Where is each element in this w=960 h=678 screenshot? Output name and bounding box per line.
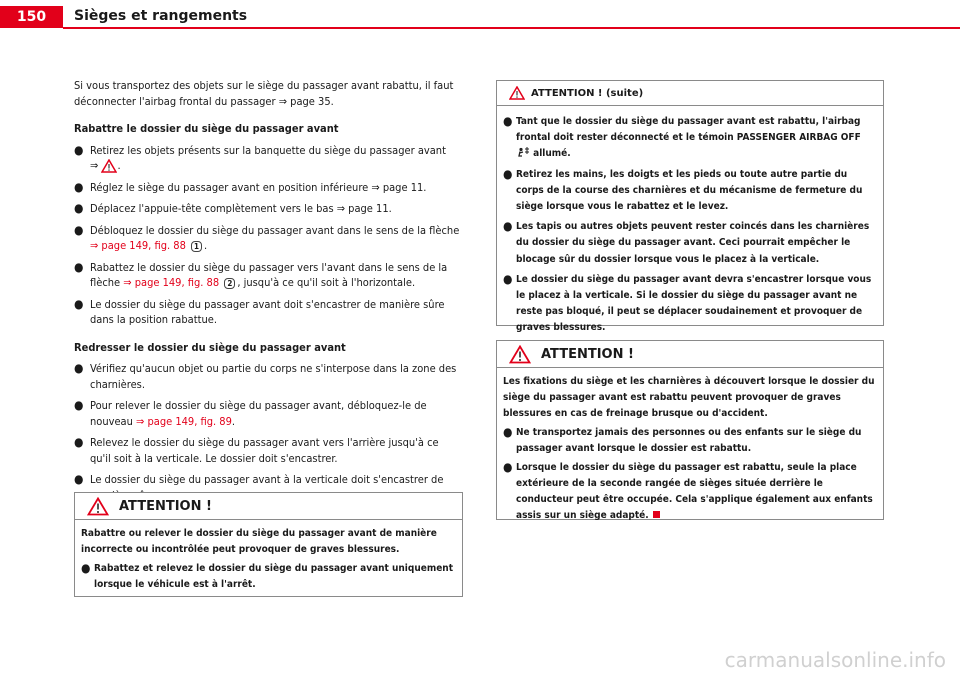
- list-item: ● Pour relever le dossier du siège du passager avant, débloquez-le de nouveau ⇒ page 149, fig. 89.: [74, 398, 427, 428]
- list-item: ● Le dossier du siège du passager avant doit s'encastrer de manière sûre dans la position rabattue.: [74, 296, 445, 326]
- warning-triangle-icon: [509, 86, 525, 100]
- list-item: ● Réglez le siège du passager avant en position inférieure ⇒ page 11.: [74, 179, 427, 194]
- warning-list-item: ● Rabattez et relevez le dossier du siège du passager avant uniquement lorsque le véhicule est à l'arrêt.: [81, 561, 456, 593]
- list-item: ● Débloquez le dossier du siège du passager avant dans le sens de la flèche ⇒ page 149, fig. 88 1 .: [74, 222, 460, 252]
- bullet-icon: ●: [74, 398, 84, 412]
- intro-paragraph: Si vous transportez des objets sur le siège du passager avant rabattu, il faut déconnecter l'airbag frontal du passager ⇒ page 35.: [74, 79, 454, 108]
- warning-triangle-icon: [509, 345, 531, 364]
- bullet-icon: ●: [503, 166, 513, 181]
- bullet-icon: ●: [503, 219, 513, 234]
- warning-title: ATTENTION !: [541, 346, 634, 362]
- warning-triangle-icon[interactable]: [101, 159, 117, 173]
- bullet-icon: ●: [503, 425, 513, 439]
- warning-list-item: ● Lorsque le dossier du siège du passager est rabattu, seule la place extérieure de la seconde rangée de sièges située derrière le conducteur peut être occupée. Cela s'applique également aux enfants assis sur un siège adapté.: [503, 460, 877, 524]
- bullet-icon: ●: [81, 561, 91, 575]
- figure-ref-link[interactable]: ⇒ page 149, fig. 88: [90, 239, 186, 252]
- figure-ref-link[interactable]: ⇒ page 149, fig. 88: [123, 276, 220, 289]
- warning-list-item: ● Retirez les mains, les doigts et les pieds ou toute autre partie du corps de la course des charnières et du mécanisme de fermeture du siège lorsque vous le rabattez et le levez.: [503, 167, 877, 216]
- list-item: ● Le dossier du siège du passager avant à la verticale doit s'encastrer de: [74, 472, 462, 503]
- section-heading-fold: Rabattre le dossier du siège du passager avant: [74, 122, 339, 135]
- list-item: ● Rabattez le dossier du siège du passager vers l'avant dans le sens de la flèche ⇒ page 149, fig. 88 2 , jusqu'à ce qu'il soit à l'horizontale.: [74, 259, 448, 289]
- warning-box-continued: [496, 80, 884, 334]
- bullet-icon: ●: [503, 271, 513, 286]
- warning-list-item: ● Tant que le dossier du siège du passager avant est rabattu, l'airbag frontal doit rester déconnecté et le témoin PASSENGER AIRBAG OFF allumé.: [503, 114, 877, 163]
- callout-badge: 2: [224, 278, 235, 289]
- bullet-icon: ●: [74, 142, 84, 157]
- warning-header: [497, 341, 883, 368]
- bullet-icon: ●: [74, 472, 84, 486]
- warning-header: [75, 493, 462, 520]
- end-of-section-marker: [653, 511, 660, 518]
- list-item: ● Retirez les objets présents sur la banquette du siège du passager avant ⇒ .: [74, 142, 446, 172]
- bullet-icon: ●: [503, 460, 513, 474]
- warning-triangle-icon: [87, 497, 109, 516]
- watermark: carmanualsonline.info: [724, 648, 946, 672]
- warning-box: [74, 492, 463, 597]
- warning-title: ATTENTION ! (suite): [531, 87, 644, 99]
- bullet-icon: ●: [74, 259, 84, 274]
- bullet-icon: ●: [74, 296, 84, 311]
- bullet-icon: ●: [74, 179, 84, 194]
- page-ref-link[interactable]: ⇒ page 35.: [278, 94, 334, 108]
- warning-title: ATTENTION !: [119, 498, 212, 514]
- list-item: ● Déplacez l'appuie-tête complètement vers le bas ⇒ page 11.: [74, 201, 392, 215]
- page-title: Sièges et rangements: [74, 8, 248, 24]
- warning-header: [497, 81, 883, 106]
- passenger-airbag-off-icon: [516, 147, 530, 159]
- warning-text: Les fixations du siège et les charnières à découvert lorsque le dossier du siège du passager avant est rabattu peuvent provoquer de graves blessures en cas de freinage brusque ou d'accident.: [503, 376, 875, 419]
- bullet-icon: ●: [74, 435, 84, 449]
- list-item: ● Relevez le dossier du siège du passager avant vers l'arrière jusqu'à ce qu'il soit à la verticale. Le dossier doit s'encastrer.: [74, 435, 439, 465]
- page-number: 150: [0, 6, 63, 28]
- figure-ref-link[interactable]: ⇒ page 149, fig. 89: [136, 414, 232, 428]
- left-column: [74, 78, 462, 503]
- list-item: ● Vérifiez qu'aucun objet ou partie du corps ne s'interpose dans la zone des charnières.: [74, 361, 457, 391]
- warning-list-item: ● Ne transportez jamais des personnes ou des enfants sur le siège du passager avant lorsque le dossier est rabattu.: [503, 425, 877, 457]
- section-heading-raise: Redresser le dossier du siège du passager avant: [74, 340, 346, 354]
- callout-badge: 1: [191, 241, 202, 252]
- bullet-icon: ●: [503, 114, 513, 128]
- warning-list-item: ● Le dossier du siège du passager avant devra s'encastrer lorsque vous le placez à la verticale. Si le dossier du siège du passager avant ne reste pas bloqué, il peut se déplacer soudainement et provoquer de graves blessures.: [503, 272, 877, 337]
- bullet-icon: ●: [74, 222, 84, 237]
- bullet-icon: ●: [74, 201, 84, 215]
- warning-box: [496, 340, 884, 520]
- warning-text: Rabattre ou relever le dossier du siège du passager avant de manière incorrecte ou incontrôlée peut provoquer de graves blessures.: [81, 528, 437, 555]
- bullet-icon: ●: [74, 361, 84, 375]
- warning-list-item: ● Les tapis ou autres objets peuvent rester coincés dans les charnières du dossier du siège du passager avant. Ceci pourrait empêcher le blocage sûr du dossier lorsque vous le placez à la verticale.: [503, 219, 877, 268]
- page-header: [0, 0, 960, 28]
- header-rule: [63, 27, 960, 29]
